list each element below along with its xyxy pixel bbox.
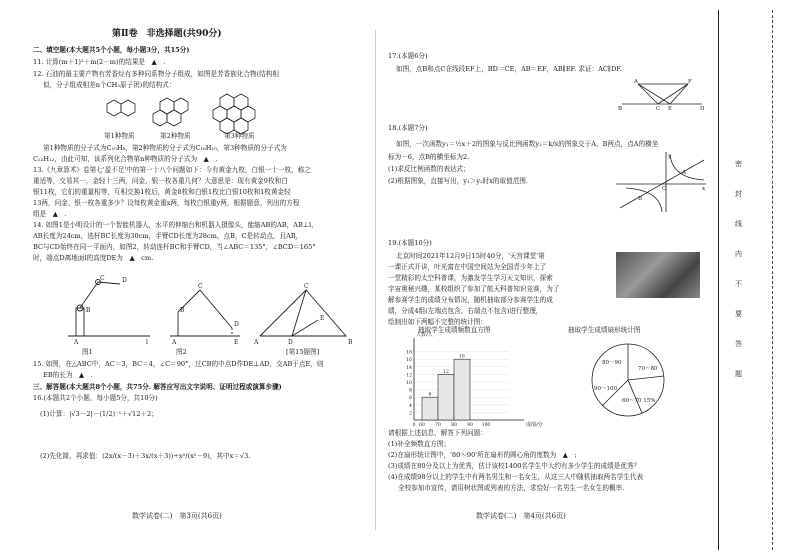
pie-label-70-80: 70～80 [638,366,658,372]
question-19-line1: 北京时间2021年12月9日15时40分，'天宫课堂'第 [396,252,545,260]
x-axis-label: 成绩/分 [526,422,543,428]
svg-text:x: x [702,186,706,192]
svg-text:C: C [656,106,661,112]
astronaut-photo [616,252,700,298]
histogram-bar [422,397,438,420]
section-title: 第Ⅱ卷 非选择题(共90分) [112,29,222,39]
question-14-line4: 时，端点D离地面l的高度DE为 ▲ cm. [33,254,154,262]
histogram-bar [438,374,454,420]
y-tick-label: 18 [406,350,412,356]
y-axis-label: 人数/人 [416,332,433,338]
svg-text:y: y [668,154,672,160]
question-16-part2: (2)先化简，再求值：(2x/(x－3)＋3x/(x＋3))÷x²/(x²－9)，其中x＝√3. [40,452,251,460]
question-13-line3: 银11枚，它们的重量相等，互相交换1枚后，黄金8枚和白银1枚比白银10枚和1枚黄金轻 [33,188,291,196]
question-19-head: 19.(本题10分) [388,239,432,247]
question-14-line3: BC与CD始终在同一平面内，如图2，转动连杆BC和手臂CD，当∠ABC＝135°，∠BCD＝165° [33,243,316,251]
left-page [0,0,372,560]
svg-text:A: A [634,79,638,85]
pie-label-90-100: 90～100 [594,386,617,392]
pie-chart-title: 抽取学生成绩扇形统计图 [568,326,641,334]
svg-text:l: l [146,339,148,346]
molecule-structures [90,92,310,132]
question-19-line7: 绘制出如下两幅不完整的统计图： [388,318,487,326]
svg-text:C: C [100,275,105,282]
question-13-line4: 13两，问金、银一枚各重多少？设每枚黄金重x两，每枚白银重y两，根据题意，列出的方程 [33,199,300,207]
bar-value-label: 12 [443,369,449,375]
question-19-line3: 一堂精彩的太空科普课，为激发学生学习天文知识，探索 [388,274,553,282]
svg-text:B: B [180,307,185,314]
question-19-line2: 一课正式开讲，叶光富在中国空间站为全国青少年上了 [388,263,547,271]
question-18-line3: (1)求反比例函数的表达式； [388,165,470,173]
svg-text:C: C [304,283,309,290]
svg-text:B: B [348,339,353,346]
x-tick-label: 70 [435,423,441,428]
seal-char-4: 内 [735,250,742,258]
y-tick-label: 14 [406,365,412,371]
figure-17 [618,78,708,110]
svg-text:D: D [234,321,239,328]
question-12-line4: C₂₂H₁₂，由此可知，该系列化合物第n种物质的分子式为 ▲ . [33,155,218,163]
seal-line [772,10,773,550]
molecule-label-3: 第3种物质 [224,132,255,140]
question-14-line2: AB长度为24cm，选杆BC长度为30cm，手臂CD长度为28cm，点B，C是转动点，且AB， [33,232,303,240]
left-page-footer: 数学试卷(二) 第3页(共6页) [132,512,222,520]
histogram-title: 抽取学生成绩频数直方图 [418,326,491,334]
svg-text:F: F [688,79,692,85]
svg-text:D: D [288,339,293,346]
question-17-line1: 如图，点B和点C在线段EF上，BD＝CE，AB＝EF，AB∥EF. 求证：AC∥DF. [396,65,622,73]
question-18-head: 18.(本题7分) [388,124,428,132]
question-19-sub2: (2)在扇形统计图中，'80～90'所在扇形的圆心角的度数为 ▲ ; [388,451,577,459]
x-tick-label: 90 [467,423,473,428]
question-15-line2: EB的长为 ▲ . [43,371,93,379]
figure-15-label: [第15题图] [286,348,320,356]
y-tick-label: 6 [409,396,412,402]
y-tick-label: 4 [409,403,412,409]
x-tick-label: 0 [412,423,416,428]
y-tick-label: 12 [406,373,412,379]
pie-chart [588,340,668,420]
question-11: 11. 计算(m＋1)²＋m(2－m)的结果是 ▲ . [33,58,166,66]
right-page-footer: 数学试卷(二) 第4页(共6页) [476,512,566,520]
question-19-line5: 解参赛学生的成绩分布情况，随机抽取部分参赛学生的成 [388,296,553,304]
question-19-sub4-cont: 全校参加市宣传，请用树状图或列表的方法，求恰好一名男生一名女生的概率. [398,484,625,492]
svg-text:E: E [320,315,325,322]
svg-text:B: B [638,196,643,202]
margin-rule-left [718,10,719,550]
question-12-line1: 12. 石油的最主要产物有芳香烃有多种同系物分子组成，如图是芳香族化合物(结构相 [33,70,279,78]
seal-char-2: 封 [735,190,742,198]
svg-text:B: B [86,307,91,314]
y-tick-label: 8 [409,388,412,394]
seal-char-1: 密 [735,160,742,168]
x-tick-label: 100 [481,423,491,428]
svg-text:E: E [234,339,239,346]
y-tick-label: 16 [406,358,412,364]
seal-char-5: 不 [735,280,742,288]
figure-2-label: 图2 [176,348,187,356]
x-tick-label: 60 [419,423,425,428]
question-16-part1: (1)计算：|√3－2|－(1/2)⁻¹＋√12＋2； [40,410,158,418]
question-19-line6: 绩，分成4组(左端点包含，右端点不包含)进行整理， [388,307,543,315]
svg-text:A: A [74,339,79,346]
question-17-head: 17.(本题6分) [388,52,428,60]
question-18-line2: 标为－6，点B的横坐标为2. [388,153,470,161]
svg-text:A: A [172,339,177,346]
answer-section-head: 三、解答题(本大题共8个小题，共75分. 解答应写出文字说明、证明过程或演算步骤) [33,383,282,391]
question-18-line4: (2)根据图象，直接写出，y₁＞y₂时x的取值范围. [388,177,528,185]
figure-1-label: 图1 [82,348,93,356]
binding-margin [712,0,794,560]
question-18-line1: 如图，一次函数y₁＝½x＋2的图象与反比例函数y₂＝k/x的图象交于A，B两点，点A的横坐 [396,140,659,148]
svg-text:D: D [122,277,127,284]
question-19-prompt: 请根据上述信息，解答下列问题： [388,429,487,437]
question-13-line5: 组是 ▲ . [33,210,67,218]
right-page [378,0,708,560]
svg-text:A: A [682,170,686,176]
page-divider [375,30,376,530]
pie-label-60-70: 60～70 15% [622,398,656,404]
question-19-line4: 宇宙奥秘兴趣，某校组织了参加了航天科普知识竞赛，为了 [388,285,560,293]
question-15-line1: 15. 如图，在△ABC中，AC＝3，BC＝4，∠C＝90°，过CB的中点D作DE⊥AD，交AB于点E，则 [33,360,324,368]
question-19-sub1: (1)补全频数直方图； [388,440,451,448]
histogram-chart [398,332,543,430]
seal-char-8: 题 [735,370,742,378]
seal-char-6: 要 [735,310,742,318]
figure-18-graph [616,150,708,214]
question-19-sub4: (4)在成绩98分以上的学生中有两名男生和一名女生，从这三人中随机抽取两名学生代表 [388,473,644,481]
question-12-line2: 似，分子组成相差n个CH₂原子团)的结构式： [43,81,176,89]
question-14-line1: 14. 如图1是小明设计的一个智能机器人，水平的伸缩台和机器人摄像头，能缩AB的AB，AB⊥l， [33,221,318,229]
geometry-figures [60,268,360,346]
svg-text:A: A [254,339,259,346]
question-16-head: 16.(本题共2个小题，每小题5分，共10分) [33,394,158,402]
question-13-line1: 13.《九章算术》卷第七'盈不足'中的第一十八个问题如下：今有黄金九枚，白银一十一枚，称之 [33,166,311,174]
seal-char-3: 线 [735,220,742,228]
svg-text:O: O [662,186,667,192]
question-19-sub3: (3)成绩在80分及以上为优秀，估计该校1400名学生中大约有多少学生的成绩是优秀？ [388,462,641,470]
svg-text:C: C [198,283,203,290]
molecule-label-1: 第1种物质 [104,132,135,140]
fill-section-head: 二、填空题(本大题共5个小题，每小题3分，共15分) [33,46,190,54]
y-tick-label: 10 [406,381,412,386]
svg-text:B: B [618,106,623,112]
svg-text:D: D [700,106,705,112]
pie-label-80-90: 80～90 [602,360,622,366]
seal-char-7: 答 [735,340,742,348]
bar-value-label: 6 [428,392,432,398]
y-tick-label: 2 [409,411,412,417]
histogram-bar [454,359,470,420]
bar-value-label: 16 [459,354,465,360]
x-tick-label: 80 [451,423,457,428]
svg-text:E: E [668,106,673,112]
question-12-line3: 第1种物质的分子式为C₁₀H₈，第2种物质的分子式为C₁₆H₁₀，第3种物质的分子式为 [43,144,287,152]
molecule-label-2: 第2种物质 [160,132,191,140]
question-13-line2: 重适等，交易其一，金轻十三两，问金、银一枚各重几何？大意思是：现有黄金9枚和白 [33,177,288,185]
